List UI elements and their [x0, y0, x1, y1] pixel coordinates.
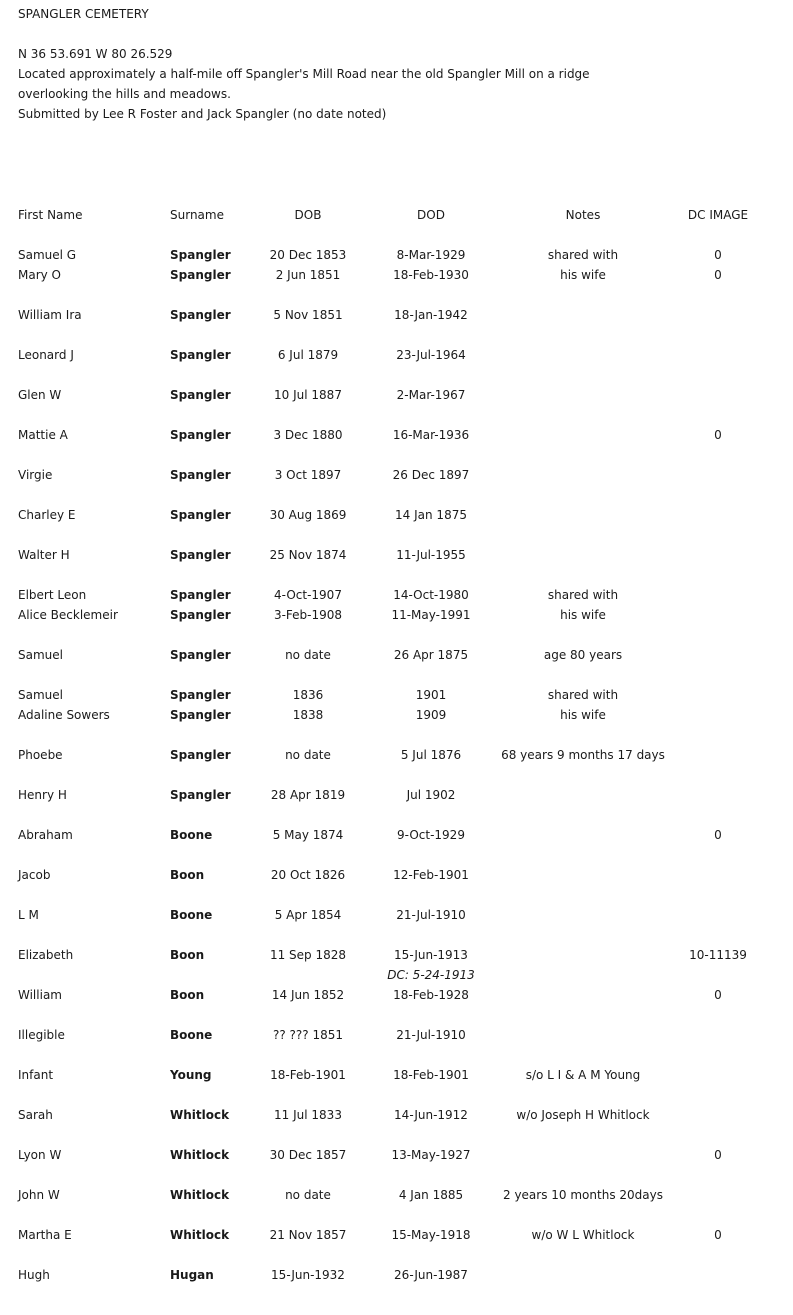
cell-first-name: Samuel — [18, 688, 63, 702]
cell-dob: 3-Feb-1908 — [273, 608, 343, 622]
cell-dc-image — [668, 467, 768, 483]
cell-dod: 9-Oct-1929 — [397, 828, 465, 842]
cell-dod: 18-Feb-1928 — [393, 988, 469, 1002]
cell-dob: ?? ??? 1851 — [272, 1028, 343, 1042]
cell-first-name: William Ira — [18, 308, 82, 322]
cell-dob: 10 Jul 1887 — [274, 388, 342, 402]
cell-dob: 20 Oct 1826 — [270, 868, 346, 882]
cell-dod: 4 Jan 1885 — [398, 1188, 464, 1202]
cell-surname: Spangler — [170, 508, 231, 522]
cell-dod: 26 Dec 1897 — [392, 468, 470, 482]
cell-dod: 1901 — [415, 688, 447, 702]
cell-surname: Spangler — [170, 548, 231, 562]
cell-notes: his wife — [560, 608, 606, 622]
cell-first-name: Adaline Sowers — [18, 708, 110, 722]
cell-surname: Boon — [170, 868, 205, 882]
cell-first-name: Abraham — [18, 828, 73, 842]
cell-dc-image — [668, 867, 768, 883]
cell-dod: 15-May-1918 — [391, 1228, 471, 1242]
cell-surname: Spangler — [170, 268, 231, 282]
cell-first-name: Leonard J — [18, 348, 74, 362]
cell-first-name: Henry H — [18, 788, 67, 802]
cell-dc-image — [668, 507, 768, 523]
cell-dc-image: 0 — [714, 248, 722, 262]
cell-first-name: Illegible — [18, 1028, 65, 1042]
coordinates: N 36 53.691 W 80 26.529 — [18, 47, 173, 61]
cell-dc-image — [668, 1187, 768, 1203]
location-line-1: Located approximately a half-mile off Spangler's Mill Road near the old Spangler Mill on a ridge — [18, 67, 590, 81]
cell-dod: 26-Jun-1987 — [394, 1268, 468, 1282]
cell-notes — [478, 547, 688, 563]
cell-dc-image: 0 — [714, 828, 722, 842]
cell-notes — [478, 1267, 688, 1283]
cell-dc-image — [668, 687, 768, 703]
cell-dc-image — [668, 787, 768, 803]
header-dob: DOB — [294, 208, 322, 222]
cell-dod: 21-Jul-1910 — [396, 908, 466, 922]
cell-notes: w/o Joseph H Whitlock — [516, 1108, 650, 1122]
cell-dod: 26 Apr 1875 — [393, 648, 469, 662]
cell-notes — [478, 387, 688, 403]
cell-dod: 15-Jun-1913 — [394, 948, 468, 962]
cell-surname: Boone — [170, 1028, 213, 1042]
cell-dob: no date — [285, 1188, 331, 1202]
cell-notes: 2 years 10 months 20days — [503, 1188, 663, 1202]
cell-dod: 11-May-1991 — [391, 608, 471, 622]
cell-dod: 11-Jul-1955 — [396, 548, 466, 562]
cell-first-name: Hugh — [18, 1268, 50, 1282]
cell-first-name: Elizabeth — [18, 948, 74, 962]
cell-dod: 8-Mar-1929 — [396, 248, 466, 262]
cell-first-name: Samuel — [18, 648, 63, 662]
cell-dod: 18-Feb-1930 — [393, 268, 469, 282]
header-dc-image: DC IMAGE — [687, 208, 749, 222]
cell-dob: 21 Nov 1857 — [269, 1228, 347, 1242]
cell-dod-note: DC: 5-24-1913 — [387, 968, 475, 982]
cell-dc-image — [668, 547, 768, 563]
cell-first-name: Infant — [18, 1068, 54, 1082]
header-notes: Notes — [565, 208, 601, 222]
cell-dc-image: 0 — [714, 268, 722, 282]
cell-surname: Spangler — [170, 608, 231, 622]
cell-dob: 30 Aug 1869 — [269, 508, 347, 522]
cell-surname: Boon — [170, 988, 205, 1002]
cell-dob: 5 Nov 1851 — [273, 308, 343, 322]
cell-surname: Spangler — [170, 588, 231, 602]
submitted-by: Submitted by Lee R Foster and Jack Spangler (no date noted) — [18, 107, 387, 121]
cell-notes: his wife — [560, 708, 606, 722]
cell-surname: Spangler — [170, 308, 231, 322]
cell-dob: no date — [285, 648, 331, 662]
cell-surname: Spangler — [170, 468, 231, 482]
cell-dc-image — [668, 307, 768, 323]
cell-dc-image — [668, 1267, 768, 1283]
cell-notes — [478, 307, 688, 323]
cell-surname: Whitlock — [170, 1148, 230, 1162]
header-dod: DOD — [417, 208, 445, 222]
cell-first-name: Alice Becklemeir — [18, 608, 118, 622]
page-title: SPANGLER CEMETERY — [18, 7, 149, 21]
cell-notes: 68 years 9 months 17 days — [501, 748, 665, 762]
cell-surname: Boon — [170, 948, 205, 962]
cell-dod: 23-Jul-1964 — [396, 348, 466, 362]
cell-notes — [478, 507, 688, 523]
cell-dod: 14 Jan 1875 — [395, 508, 467, 522]
cell-notes: shared with — [547, 588, 619, 602]
cell-dob: 2 Jun 1851 — [275, 268, 341, 282]
cell-surname: Boone — [170, 908, 213, 922]
cell-first-name: Sarah — [18, 1108, 53, 1122]
cell-surname: Whitlock — [170, 1228, 230, 1242]
cell-notes: shared with — [547, 688, 619, 702]
cell-notes — [478, 427, 688, 443]
cell-dc-image — [668, 647, 768, 663]
cell-notes — [478, 787, 688, 803]
cell-dod: 5 Jul 1876 — [400, 748, 462, 762]
cell-dob: 30 Dec 1857 — [269, 1148, 347, 1162]
cell-notes: shared with — [547, 248, 619, 262]
cell-first-name: Walter H — [18, 548, 70, 562]
cell-first-name: John W — [18, 1188, 60, 1202]
cell-dob: 20 Dec 1853 — [269, 248, 347, 262]
cell-dod: 21-Jul-1910 — [396, 1028, 466, 1042]
cell-first-name: Phoebe — [18, 748, 63, 762]
cell-dob: 1838 — [292, 708, 324, 722]
header-surname: Surname — [170, 208, 224, 222]
cell-first-name: Jacob — [18, 868, 51, 882]
cell-dod: Jul 1902 — [406, 788, 456, 802]
cell-notes — [478, 987, 688, 1003]
cell-first-name: Glen W — [18, 388, 62, 402]
cell-dod: 14-Oct-1980 — [393, 588, 469, 602]
cell-dc-image: 10-11139 — [689, 948, 747, 962]
cell-first-name: Mattie A — [18, 428, 68, 442]
cell-surname: Whitlock — [170, 1108, 230, 1122]
cell-notes: age 80 years — [543, 648, 623, 662]
cell-dc-image — [668, 607, 768, 623]
cell-surname: Spangler — [170, 788, 231, 802]
cell-surname: Spangler — [170, 708, 231, 722]
cell-surname: Spangler — [170, 428, 231, 442]
cell-dod: 14-Jun-1912 — [394, 1108, 468, 1122]
cell-dc-image — [668, 907, 768, 923]
cell-dc-image — [668, 387, 768, 403]
cell-notes — [478, 867, 688, 883]
cell-surname: Whitlock — [170, 1188, 230, 1202]
cell-dc-image: 0 — [714, 988, 722, 1002]
cell-dod: 18-Jan-1942 — [394, 308, 468, 322]
cell-first-name: Charley E — [18, 508, 76, 522]
cell-dc-image: 0 — [714, 1148, 722, 1162]
cell-notes — [478, 827, 688, 843]
cell-first-name: Elbert Leon — [18, 588, 87, 602]
cell-dob: 5 May 1874 — [272, 828, 344, 842]
cell-dob: 15-Jun-1932 — [271, 1268, 345, 1282]
cell-dod: 1909 — [415, 708, 447, 722]
cell-notes — [478, 947, 688, 963]
cell-dob: 1836 — [292, 688, 324, 702]
cell-dc-image — [668, 347, 768, 363]
cell-first-name: L M — [18, 908, 39, 922]
cell-first-name: Mary O — [18, 268, 62, 282]
header-first-name: First Name — [18, 208, 83, 222]
cell-surname: Spangler — [170, 748, 231, 762]
cell-surname: Spangler — [170, 648, 231, 662]
cell-dc-image — [668, 1107, 768, 1123]
cell-notes — [478, 347, 688, 363]
cell-surname: Spangler — [170, 248, 231, 262]
cell-notes: his wife — [560, 268, 606, 282]
cell-first-name: Lyon W — [18, 1148, 62, 1162]
cell-dod: 2-Mar-1967 — [396, 388, 466, 402]
cell-notes: s/o L I & A M Young — [525, 1068, 641, 1082]
cell-dob: 5 Apr 1854 — [274, 908, 342, 922]
cell-dob: 14 Jun 1852 — [271, 988, 345, 1002]
cell-dob: 28 Apr 1819 — [270, 788, 346, 802]
cell-dod: 18-Feb-1901 — [393, 1068, 469, 1082]
cell-dob: 3 Dec 1880 — [273, 428, 343, 442]
cell-dob: 11 Jul 1833 — [274, 1108, 342, 1122]
cell-dob: 6 Jul 1879 — [277, 348, 339, 362]
cell-dob: 18-Feb-1901 — [270, 1068, 346, 1082]
cell-dod: 16-Mar-1936 — [392, 428, 470, 442]
cell-surname: Young — [170, 1068, 212, 1082]
cell-dc-image — [668, 1067, 768, 1083]
cell-dob: 3 Oct 1897 — [274, 468, 342, 482]
cell-notes: w/o W L Whitlock — [531, 1228, 635, 1242]
cell-dc-image — [668, 587, 768, 603]
cell-dc-image — [668, 1027, 768, 1043]
cell-surname: Hugan — [170, 1268, 214, 1282]
cell-surname: Spangler — [170, 348, 231, 362]
cell-first-name: Samuel G — [18, 248, 77, 262]
cell-notes — [478, 467, 688, 483]
location-line-2: overlooking the hills and meadows. — [18, 87, 231, 101]
cell-dc-image: 0 — [714, 428, 722, 442]
cell-surname: Boone — [170, 828, 213, 842]
cell-surname: Spangler — [170, 688, 231, 702]
cell-first-name: Martha E — [18, 1228, 72, 1242]
cell-dob: 11 Sep 1828 — [269, 948, 347, 962]
cell-dod: 13-May-1927 — [391, 1148, 471, 1162]
cell-dc-image — [668, 747, 768, 763]
cell-dc-image — [668, 707, 768, 723]
cell-dob: no date — [285, 748, 331, 762]
cell-first-name: Virgie — [18, 468, 53, 482]
cell-notes — [478, 1027, 688, 1043]
cell-dob: 25 Nov 1874 — [269, 548, 347, 562]
cell-first-name: William — [18, 988, 62, 1002]
cell-dod: 12-Feb-1901 — [393, 868, 469, 882]
cell-notes — [478, 907, 688, 923]
cell-dob: 4-Oct-1907 — [274, 588, 342, 602]
cell-notes — [478, 1147, 688, 1163]
cell-dc-image: 0 — [714, 1228, 722, 1242]
cell-surname: Spangler — [170, 388, 231, 402]
